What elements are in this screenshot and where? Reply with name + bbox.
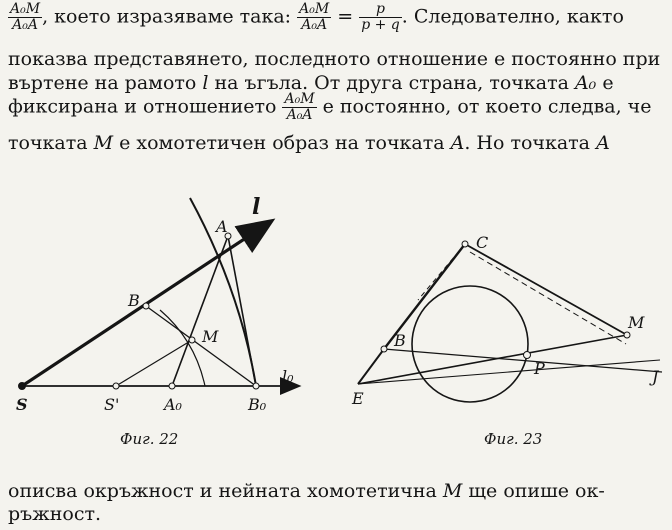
fraction-a0m-a0a-3: $\frac{\text{A₀M}}{\text{A₀A}}$: [284, 91, 315, 123]
segment-c-m-dash: [470, 252, 626, 344]
label-m-23: M: [628, 313, 645, 332]
point-c: [462, 241, 468, 247]
point-m: [189, 337, 195, 343]
caption-fig-22: Фиг. 22: [120, 430, 179, 448]
label-s-prime: S': [104, 395, 120, 414]
segment-e-j: [358, 360, 660, 384]
bottom-line-2: ръжност.: [8, 503, 102, 525]
label-a0: A₀: [164, 395, 182, 414]
figure-23: [358, 241, 662, 402]
label-l: l: [252, 194, 261, 220]
segment-a-a0: [172, 236, 228, 386]
label-b0: B₀: [248, 395, 267, 414]
label-l0: l₀: [282, 367, 294, 386]
text-line-3: въртене на рамото l на ъгъла. От друга страна, точката A₀ е: [8, 72, 614, 94]
label-s: S: [16, 395, 28, 414]
text-line-2: показва представянето, последното отношение е постоянно при: [8, 48, 661, 70]
label-p: P: [534, 359, 545, 378]
point-a0: [169, 383, 175, 389]
point-b-23: [381, 346, 387, 352]
circle: [412, 286, 528, 402]
fraction-p-pq: $\frac{p}{p + q}$: [361, 1, 400, 33]
point-s: [19, 383, 26, 390]
point-s-prime: [113, 383, 119, 389]
segment-b-e: [358, 349, 384, 384]
segment-a-b0: [228, 236, 256, 386]
figure-22: [19, 198, 299, 390]
point-p: [524, 352, 531, 359]
point-m-23: [624, 332, 630, 338]
text-line-1: $\frac{\text{A₀M}}{\text{A₀A}}$ , което изразяваме така: $\frac{\text{A₀M}}{\text{A₀A}}$ = $\frac{p}{p + q}$ . Следователно, както: [10, 1, 624, 33]
label-m: M: [202, 327, 219, 346]
label-b: B: [128, 291, 140, 310]
text-line-4: фиксирана и отношението $\frac{\text{A₀M}}{\text{A₀A}}$ е постоянно, от което следва, че: [8, 91, 652, 123]
label-a: A: [216, 217, 228, 236]
point-b: [143, 303, 149, 309]
text-line-5: точката M е хомотетичен образ на точката A. Но точката A: [8, 132, 610, 154]
label-b-23: B: [394, 331, 406, 350]
label-c: C: [476, 233, 489, 252]
label-e: E: [352, 389, 364, 408]
bottom-line-1: описва окръжност и нейната хомотетична M ще опише ок-: [8, 480, 605, 502]
fraction-a0m-a0a: $\frac{\text{A₀M}}{\text{A₀A}}$: [10, 1, 41, 33]
caption-fig-23: Фиг. 23: [484, 430, 543, 448]
segment-c-dash: [418, 244, 465, 300]
label-j: J: [652, 367, 659, 386]
fraction-a0m-a0a-2: $\frac{\text{A₀M}}{\text{A₀A}}$: [299, 1, 330, 33]
point-b0: [253, 383, 259, 389]
